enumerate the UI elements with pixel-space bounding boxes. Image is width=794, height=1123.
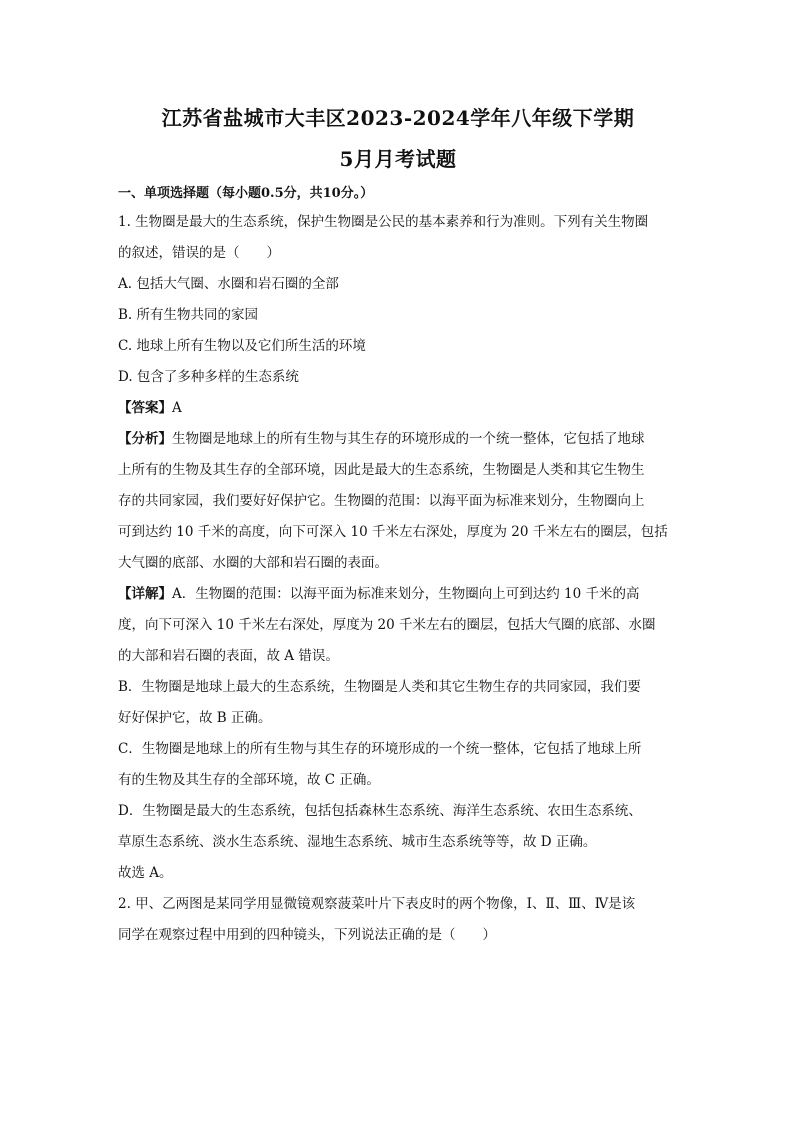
q1-analysis-line-3: 存的共同家园，我们要好好保护它。生物圈的范围：以海平面为标准来划分，生物圈向上 [118, 493, 645, 509]
section-heading-single-choice: 一、单项选择题（每小题0.5分，共10分。） [118, 186, 374, 201]
document-title-line-1: 江苏省盐城市大丰区2023-2024学年八年级下学期 [161, 106, 635, 130]
q1-detail-line-5: 好好保护它，故 B 正确。 [118, 710, 272, 726]
q1-detail-line-7: 有的生物及其生存的全部环境，故 C 正确。 [118, 772, 380, 788]
question-1 [118, 207, 678, 889]
q1-answer [118, 393, 678, 424]
q1-detail-line-8: D．生物圈是最大的生态系统，包括包括森林生态系统、海洋生态系统、农田生态系统、 [118, 803, 642, 819]
answer-label: 【答案】 [118, 400, 172, 416]
q1-detail-line-1 [118, 579, 678, 610]
q1-conclusion: 故选 A。 [118, 865, 173, 881]
document-title-line-2: 5月月考试题 [339, 147, 457, 171]
q1-analysis-line-2: 上所有的生物及其生存的全部环境，因此是最大的生态系统，生物圈是人类和其它生物生 [118, 462, 645, 478]
q2-stem-line-1: 2. 甲、乙两图是某同学用显微镜观察菠菜叶片下表皮时的两个物像，Ⅰ、Ⅱ、Ⅲ、Ⅳ是该 [118, 896, 636, 912]
q1-option-c: C. 地球上所有生物以及它们所生活的环境 [118, 338, 366, 354]
question-2 [118, 889, 678, 951]
q2-stem-line-2: 同学在观察过程中用到的四种镜头，下列说法正确的是（ ） [118, 927, 496, 943]
q1-detail-line-4: B．生物圈是地球上最大的生态系统，生物圈是人类和其它生物生存的共同家园，我们要 [118, 679, 641, 695]
q1-option-d: D. 包含了多种多样的生态系统 [118, 369, 299, 385]
detail-text: A．生物圈的范围：以海平面为标准来划分，生物圈向上可到达约 10 千米的高 [172, 586, 640, 602]
q1-analysis-line-5: 大气圈的底部、水圈的大部和岩石圈的表面。 [118, 555, 388, 571]
document-page [118, 100, 678, 951]
q1-detail-line-2: 度，向下可深入 10 千米左右深处，厚度为 20 千米左右的圈层，包括大气圈的底部、水圈 [118, 617, 656, 633]
q1-detail-line-6: C．生物圈是地球上的所有生物与其生存的环境形成的一个统一整体，它包括了地球上所 [118, 741, 642, 757]
q1-stem-line-1: 1. 生物圈是最大的生态系统，保护生物圈是公民的基本素养和行为准则。下列有关生物圈 [118, 214, 649, 230]
q1-analysis-line-4: 可到达约 10 千米的高度，向下可深入 10 千米左右深处，厚度为 20 千米左右的圈层，包括 [118, 524, 668, 540]
q1-analysis-line-1 [118, 424, 678, 455]
q1-detail-line-3: 的大部和岩石圈的表面，故 A 错误。 [118, 648, 339, 664]
detail-label: 【详解】 [118, 586, 172, 602]
q1-stem-line-2: 的叙述，错误的是（ ） [118, 245, 280, 261]
answer-value: A [172, 400, 182, 416]
q1-option-a: A. 包括大气圈、水圈和岩石圈的全部 [118, 276, 339, 292]
q1-option-b: B. 所有生物共同的家园 [118, 307, 259, 323]
analysis-text: 生物圈是地球上的所有生物与其生存的环境形成的一个统一整体，它包括了地球 [172, 431, 645, 447]
analysis-label: 【分析】 [118, 431, 172, 447]
q1-detail-line-9: 草原生态系统、淡水生态系统、湿地生态系统、城市生态系统等等，故 D 正确。 [118, 834, 597, 850]
